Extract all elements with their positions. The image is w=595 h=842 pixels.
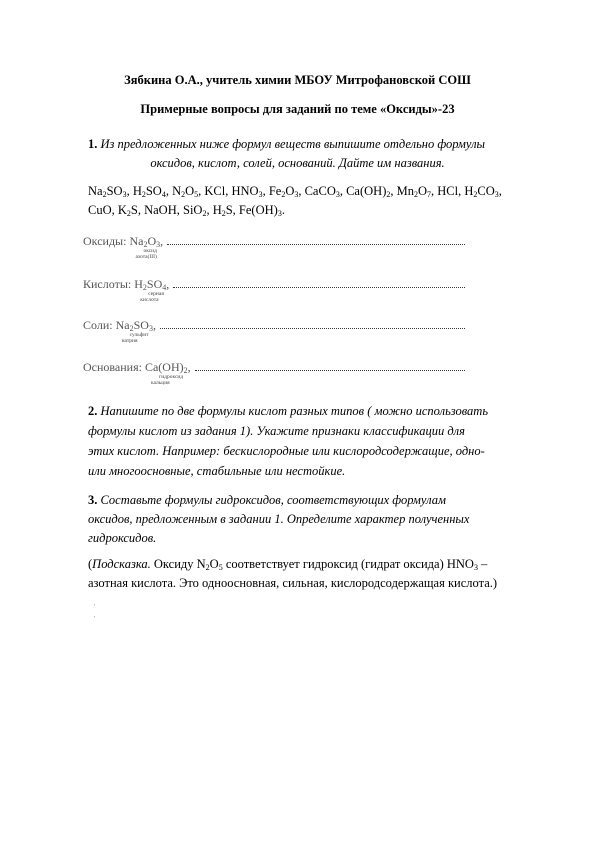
answer-formula: $Ca(OH)_2$ [144,360,188,375]
answer-formula: $Na_2SO_3$ [115,318,153,333]
answer-name-note: натрия [121,338,138,344]
hint-text-1: Оксиду $N_2O_5$ соответствует гидроксид (гидрат оксида) $HNO_3$ – [150,557,488,572]
formulas-line2: CuO, $K_2S$, NaOH, SiO$_2$, $H_2S$, $Fe(OH)_3$. [88,203,285,218]
task1-number: 1. [88,137,98,151]
page-title: Примерные вопросы для заданий по теме «Оксиды»-23 [140,102,455,116]
answer-name-note: серная [148,291,164,297]
hint-line2: азотная кислота. Это одноосновная, сильная, кислородсодержащая кислота.) [88,576,498,590]
answer-label: Основания: [83,360,145,374]
task2-line2: формулы кислот из задания 1). Укажите признаки классификации для [88,424,465,438]
answer-dotted-line[interactable] [160,328,465,329]
answer-comma: , [187,360,191,374]
answer-row [83,318,156,333]
task1-line2: оксидов, кислот, солей, оснований. Дайте им названия. [150,156,445,170]
task2-line4: или многоосновные, стабильные или нестойкие. [88,464,346,478]
answer-formula: $Na_2O_3$ [129,234,161,249]
task3-text-1: Составьте формулы гидроксидов, соответствующих формулам [100,493,446,507]
answer-name-note: азота(III) [135,254,157,260]
hint-open: ( [88,557,93,571]
task2-line1 [88,404,488,419]
answer-dotted-line[interactable] [167,244,465,245]
answer-dotted-line[interactable] [173,287,465,288]
answer-comma: , [160,234,164,248]
task2-number: 2. [88,404,98,418]
task3-line3: гидроксидов. [88,531,157,545]
answer-formula: $H_2SO_4$ [134,277,167,292]
answer-comma: , [152,318,156,332]
task2-line3: этих кислот. Например: бескислородные или кислородсодержащие, одно- [88,444,485,458]
answer-name-note: кальция [150,380,170,386]
task1-text-1: Из предложенных ниже формул веществ выпишите отдельно формулы [100,137,486,151]
answer-row [83,360,191,375]
task3-number: 3. [88,493,98,507]
answer-comma: , [166,277,170,291]
answer-label: Кислоты: [83,277,135,291]
answer-label: Соли: [83,318,116,332]
hint-line1 [88,557,487,572]
answer-label: Оксиды: [83,234,130,248]
answer-row [83,277,169,292]
task2-text-1: Напишите по две формулы кислот разных типов ( можно использовать [100,404,489,418]
task3-line1 [88,493,446,508]
answer-name-note: сульфит [129,332,149,338]
formulas-line1: $Na_2SO_3$, $H_2SO_4$, $N_2O_5$, KCl, $HNO_3$, $Fe_2O_3$, CaCO$_3$, $Ca(OH)_2$, $Mn_2O_7$, HCl, $H_2CO_3$, [88,184,502,199]
answer-name-note: оксид [143,248,157,254]
answer-name-note: гидроксид [158,374,184,380]
author-line: Зябкина О.А., учитель химии МБОУ Митрофановской СОШ [124,73,471,87]
task3-line2: оксидов, предложенным в задании 1. Определите характер полученных [88,512,470,526]
hint-label: Подсказка. [92,557,151,571]
scan-mark: ' [94,603,96,611]
task1-line1 [88,137,485,152]
answer-dotted-line[interactable] [195,370,465,371]
answer-row [83,234,163,249]
scan-mark: ' [94,615,96,623]
answer-name-note: кислота [140,297,159,303]
